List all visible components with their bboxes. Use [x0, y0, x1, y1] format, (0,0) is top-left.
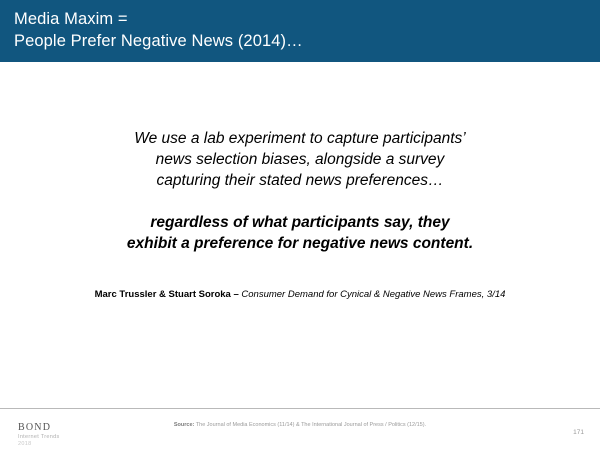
footer-divider	[0, 408, 600, 409]
quote-block	[60, 128, 540, 254]
quote-bold	[60, 212, 540, 254]
title-line-1: Media Maxim =	[14, 10, 128, 28]
page-number: 171	[573, 429, 584, 436]
attribution	[60, 288, 540, 301]
attribution-author: Marc Trussler & Stuart Soroka –	[94, 289, 242, 300]
page-title	[14, 8, 574, 52]
quote-italic-line-3: capturing their stated news preferences…	[156, 172, 444, 189]
quote-italic	[60, 128, 540, 191]
quote-italic-line-2: news selection biases, alongside a survey	[155, 151, 445, 168]
quote-bold-line-1: regardless of what participants say, they	[150, 214, 450, 231]
bond-logo-subtitle: Internet Trends	[18, 434, 60, 440]
quote-italic-line-1: We use a lab experiment to capture participants’	[134, 130, 466, 147]
title-line-2: People Prefer Negative News (2014)…	[14, 32, 303, 50]
source-note	[120, 421, 480, 429]
quote-bold-line-2: exhibit a preference for negative news content.	[126, 235, 474, 252]
bond-logo-year: 2018	[18, 441, 32, 447]
source-label: Source:	[173, 422, 195, 428]
attribution-work: Consumer Demand for Cynical & Negative News Frames, 3/14	[241, 289, 506, 300]
bond-logo	[18, 422, 60, 447]
source-text: The Journal of Media Economics (11/14) & The International Journal of Press / Politics (12/15).	[194, 422, 427, 428]
bond-logo-brand: BOND	[18, 422, 52, 433]
